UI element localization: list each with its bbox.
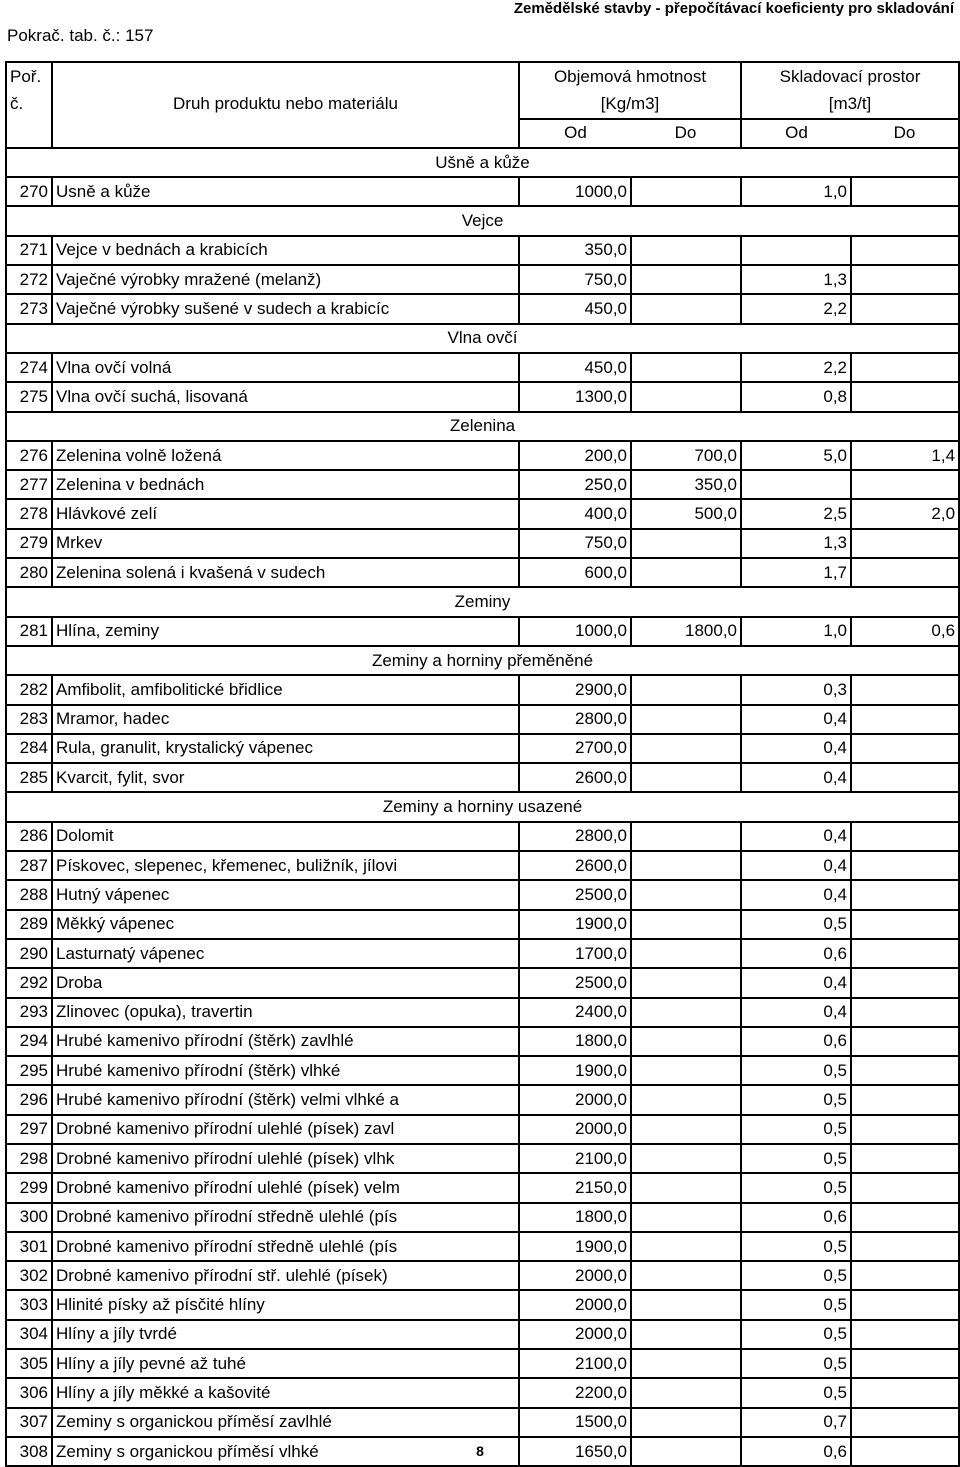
- row-density-to: [631, 1232, 741, 1261]
- row-density-to: [631, 880, 741, 909]
- row-density-from: 600,0: [519, 558, 631, 587]
- row-material-name: Zelenina v bednách: [52, 470, 519, 499]
- row-density-to: 700,0: [631, 441, 741, 470]
- row-number: 286: [6, 822, 52, 851]
- row-material-name: Usně a kůže: [52, 177, 519, 206]
- table-row: [6, 353, 959, 382]
- row-number: 275: [6, 382, 52, 411]
- row-number: 279: [6, 529, 52, 558]
- row-density-from: 2000,0: [519, 1290, 631, 1319]
- row-material-name: Hlína, zeminy: [52, 617, 519, 646]
- row-storage-to: [851, 1320, 959, 1349]
- table-row: [6, 880, 959, 909]
- table-row: [6, 177, 959, 206]
- row-storage-from: 0,5: [741, 1173, 851, 1202]
- row-density-from: 2500,0: [519, 968, 631, 997]
- row-density-to: [631, 1115, 741, 1144]
- row-material-name: Zlinovec (opuka), travertin: [52, 998, 519, 1027]
- section-header-row: [6, 148, 959, 177]
- table-row: [6, 1408, 959, 1437]
- col-header-sklad-unit: [m3/t]: [828, 93, 872, 113]
- row-density-to: 500,0: [631, 499, 741, 528]
- row-density-to: 1800,0: [631, 617, 741, 646]
- row-storage-from: 1,3: [741, 265, 851, 294]
- row-storage-to: [851, 675, 959, 704]
- row-storage-to: [851, 558, 959, 587]
- row-storage-from: 0,3: [741, 675, 851, 704]
- row-density-to: [631, 265, 741, 294]
- table-row: [6, 236, 959, 265]
- row-material-name: Dolomit: [52, 822, 519, 851]
- table-row: [6, 1349, 959, 1378]
- table-row: [6, 1027, 959, 1056]
- col-header-por: Poř.: [6, 62, 52, 90]
- row-density-to: [631, 1027, 741, 1056]
- row-number: 296: [6, 1085, 52, 1114]
- row-density-from: 750,0: [519, 529, 631, 558]
- col-header-druh-blank: [52, 62, 519, 90]
- row-storage-from: 0,4: [741, 734, 851, 763]
- row-storage-from: 1,0: [741, 617, 851, 646]
- col-header-por-2: č.: [6, 90, 52, 118]
- row-number: 280: [6, 558, 52, 587]
- table-row: [6, 1115, 959, 1144]
- table-row: [6, 441, 959, 470]
- row-number: 289: [6, 910, 52, 939]
- row-density-to: 350,0: [631, 470, 741, 499]
- row-density-to: [631, 851, 741, 880]
- row-density-from: 2600,0: [519, 763, 631, 792]
- table-row: [6, 1056, 959, 1085]
- row-storage-from: 0,5: [741, 1320, 851, 1349]
- row-storage-to: 0,6: [851, 617, 959, 646]
- row-material-name: Drobné kamenivo přírodní ulehlé (písek) zavl: [52, 1115, 519, 1144]
- row-storage-to: [851, 1115, 959, 1144]
- row-density-to: [631, 910, 741, 939]
- row-storage-from: [741, 236, 851, 265]
- row-storage-from: 0,5: [741, 1085, 851, 1114]
- row-storage-from: 5,0: [741, 441, 851, 470]
- row-number: 303: [6, 1290, 52, 1319]
- section-header-row: [6, 646, 959, 675]
- section-title: Zeminy: [6, 587, 959, 616]
- table-row: [6, 822, 959, 851]
- row-material-name: Zelenina solená i kvašená v sudech: [52, 558, 519, 587]
- row-material-name: Hlávkové zelí: [52, 499, 519, 528]
- row-density-from: 1650,0: [519, 1437, 631, 1466]
- table-row: [6, 499, 959, 528]
- table-row: [6, 265, 959, 294]
- table-header: [6, 62, 959, 148]
- row-storage-to: [851, 236, 959, 265]
- table-row: [6, 734, 959, 763]
- row-material-name: Drobné kamenivo přírodní stř. ulehlé (písek): [52, 1261, 519, 1290]
- table-row: [6, 1203, 959, 1232]
- row-density-from: 250,0: [519, 470, 631, 499]
- row-number: 288: [6, 880, 52, 909]
- section-title: Ušně a kůže: [6, 148, 959, 177]
- table-row: [6, 851, 959, 880]
- row-storage-from: 2,5: [741, 499, 851, 528]
- col-header-druh: Druh produktu nebo materiálu: [52, 90, 519, 118]
- row-density-from: 1900,0: [519, 910, 631, 939]
- row-density-to: [631, 294, 741, 323]
- row-density-to: [631, 1408, 741, 1437]
- row-density-from: 2800,0: [519, 822, 631, 851]
- row-material-name: Pískovec, slepenec, křemenec, buližník, jílovi: [52, 851, 519, 880]
- row-density-to: [631, 353, 741, 382]
- row-density-from: 2900,0: [519, 675, 631, 704]
- row-number: 295: [6, 1056, 52, 1085]
- row-number: 297: [6, 1115, 52, 1144]
- row-density-to: [631, 939, 741, 968]
- row-storage-to: [851, 1203, 959, 1232]
- row-storage-from: 0,4: [741, 705, 851, 734]
- row-storage-to: [851, 1349, 959, 1378]
- row-density-to: [631, 675, 741, 704]
- col-header-sklad: Skladovací prostor: [779, 66, 921, 86]
- row-storage-from: 0,4: [741, 763, 851, 792]
- table-row: [6, 1261, 959, 1290]
- row-storage-to: [851, 1261, 959, 1290]
- table-row: [6, 1144, 959, 1173]
- row-storage-from: 0,5: [741, 1144, 851, 1173]
- table-row: [6, 968, 959, 997]
- row-storage-to: [851, 1232, 959, 1261]
- row-density-from: 450,0: [519, 353, 631, 382]
- row-density-from: 1800,0: [519, 1027, 631, 1056]
- row-material-name: Zeminy s organickou příměsí zavlhlé: [52, 1408, 519, 1437]
- row-density-from: 450,0: [519, 294, 631, 323]
- row-storage-to: [851, 1408, 959, 1437]
- row-material-name: Hrubé kamenivo přírodní (štěrk) velmi vlhké a: [52, 1085, 519, 1114]
- table-row: [6, 1290, 959, 1319]
- row-density-to: [631, 998, 741, 1027]
- row-storage-to: [851, 177, 959, 206]
- row-material-name: Vejce v bednách a krabicích: [52, 236, 519, 265]
- row-number: 271: [6, 236, 52, 265]
- row-storage-to: [851, 968, 959, 997]
- row-number: 294: [6, 1027, 52, 1056]
- row-density-from: 2000,0: [519, 1320, 631, 1349]
- row-storage-from: 2,2: [741, 353, 851, 382]
- row-storage-to: [851, 734, 959, 763]
- row-material-name: Vaječné výrobky mražené (melanž): [52, 265, 519, 294]
- row-storage-to: [851, 470, 959, 499]
- table-row: [6, 939, 959, 968]
- row-material-name: Hutný vápenec: [52, 880, 519, 909]
- row-storage-from: 0,5: [741, 1378, 851, 1407]
- table-row: [6, 1320, 959, 1349]
- document-title: Zemědělské stavby - přepočítávací koeficienty pro skladování: [513, 0, 954, 17]
- row-number: 290: [6, 939, 52, 968]
- row-density-to: [631, 1173, 741, 1202]
- row-number: 307: [6, 1408, 52, 1437]
- table-row: [6, 675, 959, 704]
- section-header-row: [6, 792, 959, 821]
- table-row: [6, 529, 959, 558]
- row-density-from: 350,0: [519, 236, 631, 265]
- row-storage-from: 0,7: [741, 1408, 851, 1437]
- row-density-from: 1300,0: [519, 382, 631, 411]
- row-number: 298: [6, 1144, 52, 1173]
- row-number: 276: [6, 441, 52, 470]
- row-density-from: 2800,0: [519, 705, 631, 734]
- table-row: [6, 1232, 959, 1261]
- row-density-from: 1900,0: [519, 1056, 631, 1085]
- row-density-from: 1000,0: [519, 617, 631, 646]
- row-density-from: 2100,0: [519, 1349, 631, 1378]
- row-storage-to: [851, 1378, 959, 1407]
- row-storage-to: [851, 1173, 959, 1202]
- row-density-from: 400,0: [519, 499, 631, 528]
- row-material-name: Rula, granulit, krystalický vápenec: [52, 734, 519, 763]
- row-storage-to: [851, 1027, 959, 1056]
- row-density-from: 2000,0: [519, 1085, 631, 1114]
- row-number: 281: [6, 617, 52, 646]
- row-density-from: 2200,0: [519, 1378, 631, 1407]
- row-number: 283: [6, 705, 52, 734]
- row-number: 305: [6, 1349, 52, 1378]
- row-storage-from: 0,5: [741, 1232, 851, 1261]
- row-number: 270: [6, 177, 52, 206]
- row-storage-from: 0,4: [741, 998, 851, 1027]
- row-storage-from: [741, 470, 851, 499]
- row-storage-from: 0,4: [741, 822, 851, 851]
- row-density-from: 2000,0: [519, 1115, 631, 1144]
- row-density-to: [631, 177, 741, 206]
- row-number: 299: [6, 1173, 52, 1202]
- row-storage-from: 0,4: [741, 880, 851, 909]
- row-material-name: Drobné kamenivo přírodní středně ulehlé (pís: [52, 1232, 519, 1261]
- row-number: 292: [6, 968, 52, 997]
- row-density-to: [631, 1085, 741, 1114]
- table-row: [6, 998, 959, 1027]
- row-material-name: Mrkev: [52, 529, 519, 558]
- row-material-name: Kvarcit, fylit, svor: [52, 763, 519, 792]
- row-storage-from: 0,4: [741, 851, 851, 880]
- row-density-to: [631, 529, 741, 558]
- row-density-to: [631, 1144, 741, 1173]
- col-header-objem: Objemová hmotnost: [519, 62, 741, 90]
- section-header-row: [6, 587, 959, 616]
- section-header-row: [6, 206, 959, 235]
- row-density-from: 2000,0: [519, 1261, 631, 1290]
- table-row: [6, 470, 959, 499]
- row-storage-to: [851, 910, 959, 939]
- row-storage-from: 2,2: [741, 294, 851, 323]
- row-storage-to: [851, 1290, 959, 1319]
- table-row: [6, 1378, 959, 1407]
- col-header-do-2: Do: [851, 119, 959, 148]
- section-title: Vejce: [6, 206, 959, 235]
- row-storage-from: 0,5: [741, 1056, 851, 1085]
- row-material-name: Amfibolit, amfibolitické břidlice: [52, 675, 519, 704]
- row-number: 277: [6, 470, 52, 499]
- row-density-to: [631, 236, 741, 265]
- row-density-to: [631, 705, 741, 734]
- row-material-name: Vlna ovčí suchá, lisovaná: [52, 382, 519, 411]
- row-storage-to: [851, 939, 959, 968]
- row-density-to: [631, 968, 741, 997]
- row-storage-to: [851, 529, 959, 558]
- row-storage-from: 1,7: [741, 558, 851, 587]
- row-density-to: [631, 558, 741, 587]
- row-density-to: [631, 382, 741, 411]
- row-density-from: 2150,0: [519, 1173, 631, 1202]
- row-storage-from: 0,6: [741, 1203, 851, 1232]
- table-body: [6, 148, 959, 1466]
- row-number: 300: [6, 1203, 52, 1232]
- page-number: 8: [476, 1443, 484, 1459]
- row-material-name: Vlna ovčí volná: [52, 353, 519, 382]
- table-row: [6, 1173, 959, 1202]
- section-title: Vlna ovčí: [6, 324, 959, 353]
- row-density-from: 2600,0: [519, 851, 631, 880]
- row-storage-from: 0,5: [741, 910, 851, 939]
- row-number: 273: [6, 294, 52, 323]
- row-number: 301: [6, 1232, 52, 1261]
- row-density-to: [631, 1320, 741, 1349]
- row-material-name: Drobné kamenivo přírodní ulehlé (písek) vlhk: [52, 1144, 519, 1173]
- row-storage-to: [851, 353, 959, 382]
- row-density-to: [631, 763, 741, 792]
- row-number: 304: [6, 1320, 52, 1349]
- row-number: 287: [6, 851, 52, 880]
- col-header-od-2: Od: [741, 119, 851, 148]
- row-density-from: 2400,0: [519, 998, 631, 1027]
- row-storage-to: [851, 998, 959, 1027]
- row-storage-to: [851, 705, 959, 734]
- row-storage-to: [851, 880, 959, 909]
- row-density-from: 1000,0: [519, 177, 631, 206]
- row-material-name: Hlinité písky až písčité hlíny: [52, 1290, 519, 1319]
- row-material-name: Drobné kamenivo přírodní ulehlé (písek) velm: [52, 1173, 519, 1202]
- col-header-do-1: Do: [631, 119, 741, 148]
- row-density-from: 1800,0: [519, 1203, 631, 1232]
- row-density-from: 200,0: [519, 441, 631, 470]
- row-storage-from: 1,3: [741, 529, 851, 558]
- row-storage-to: [851, 822, 959, 851]
- row-storage-from: 0,4: [741, 968, 851, 997]
- row-storage-from: 0,5: [741, 1261, 851, 1290]
- section-title: Zeminy a horniny přeměněné: [6, 646, 959, 675]
- row-density-from: 1700,0: [519, 939, 631, 968]
- row-number: 293: [6, 998, 52, 1027]
- row-number: 274: [6, 353, 52, 382]
- row-number: 284: [6, 734, 52, 763]
- row-density-to: [631, 1261, 741, 1290]
- table-row: [6, 617, 959, 646]
- row-material-name: Lasturnatý vápenec: [52, 939, 519, 968]
- row-material-name: Vaječné výrobky sušené v sudech a krabicíc: [52, 294, 519, 323]
- row-number: 278: [6, 499, 52, 528]
- row-storage-to: [851, 382, 959, 411]
- row-storage-to: [851, 1085, 959, 1114]
- table-row: [6, 1085, 959, 1114]
- row-storage-to: [851, 1056, 959, 1085]
- col-header-objem-unit: [Kg/m3]: [519, 90, 741, 118]
- section-header-row: [6, 324, 959, 353]
- section-header-row: [6, 412, 959, 441]
- table-row: [6, 382, 959, 411]
- row-density-to: [631, 1349, 741, 1378]
- table-row: [6, 763, 959, 792]
- row-number: 282: [6, 675, 52, 704]
- row-number: 285: [6, 763, 52, 792]
- table-row: [6, 294, 959, 323]
- row-storage-from: 1,0: [741, 177, 851, 206]
- row-material-name: Drobné kamenivo přírodní středně ulehlé (pís: [52, 1203, 519, 1232]
- row-storage-from: 0,8: [741, 382, 851, 411]
- row-density-to: [631, 734, 741, 763]
- row-material-name: Hrubé kamenivo přírodní (štěrk) vlhké: [52, 1056, 519, 1085]
- row-density-from: 750,0: [519, 265, 631, 294]
- row-density-to: [631, 1290, 741, 1319]
- row-material-name: Hlíny a jíly tvrdé: [52, 1320, 519, 1349]
- row-density-from: 1900,0: [519, 1232, 631, 1261]
- row-density-to: [631, 1378, 741, 1407]
- row-number: 306: [6, 1378, 52, 1407]
- row-material-name: Mramor, hadec: [52, 705, 519, 734]
- row-storage-from: 0,6: [741, 939, 851, 968]
- row-storage-from: 0,5: [741, 1349, 851, 1378]
- row-density-to: [631, 1056, 741, 1085]
- row-material-name: Hlíny a jíly pevné až tuhé: [52, 1349, 519, 1378]
- row-storage-to: 2,0: [851, 499, 959, 528]
- row-density-to: [631, 822, 741, 851]
- row-storage-from: 0,5: [741, 1115, 851, 1144]
- col-header-od-1: Od: [519, 119, 631, 148]
- row-storage-from: 0,6: [741, 1027, 851, 1056]
- row-number: 308: [6, 1437, 52, 1466]
- table-row: [6, 558, 959, 587]
- row-material-name: Zelenina volně ložená: [52, 441, 519, 470]
- row-number: 302: [6, 1261, 52, 1290]
- section-title: Zelenina: [6, 412, 959, 441]
- row-density-from: 1500,0: [519, 1408, 631, 1437]
- row-storage-from: 0,5: [741, 1290, 851, 1319]
- section-title: Zeminy a horniny usazené: [6, 792, 959, 821]
- row-density-to: [631, 1203, 741, 1232]
- table-row: [6, 910, 959, 939]
- row-material-name: Hlíny a jíly měkké a kašovité: [52, 1378, 519, 1407]
- row-storage-to: 1,4: [851, 441, 959, 470]
- row-storage-from: 0,6: [741, 1437, 851, 1466]
- row-density-from: 2100,0: [519, 1144, 631, 1173]
- row-material-name: Droba: [52, 968, 519, 997]
- coefficients-table: [5, 61, 960, 1467]
- row-storage-to: [851, 294, 959, 323]
- row-storage-to: [851, 763, 959, 792]
- row-number: 272: [6, 265, 52, 294]
- row-density-from: 2700,0: [519, 734, 631, 763]
- table-continuation-label: Pokrač. tab. č.: 157: [7, 26, 154, 45]
- table-row: [6, 705, 959, 734]
- row-material-name: Hrubé kamenivo přírodní (štěrk) zavlhlé: [52, 1027, 519, 1056]
- row-storage-to: [851, 851, 959, 880]
- row-storage-to: [851, 265, 959, 294]
- row-material-name: Zeminy s organickou příměsí vlhké: [52, 1437, 519, 1466]
- row-material-name: Měkký vápenec: [52, 910, 519, 939]
- row-storage-to: [851, 1144, 959, 1173]
- row-density-from: 2500,0: [519, 880, 631, 909]
